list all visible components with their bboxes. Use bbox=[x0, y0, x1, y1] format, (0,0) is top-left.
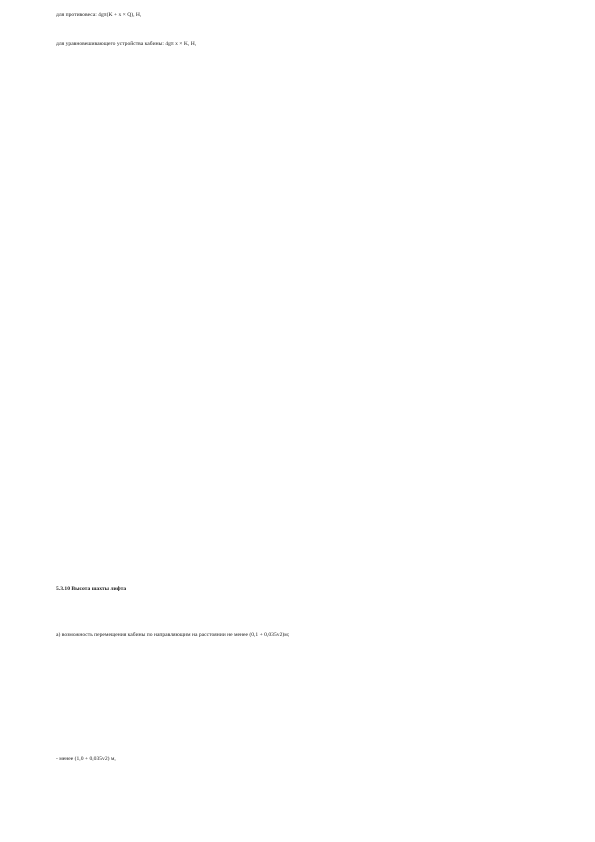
paragraph-b-guide-length bbox=[56, 652, 542, 674]
paragraph-emergency-doors bbox=[56, 250, 542, 272]
formula-balancer: для уравновешивающего устройства кабины: 4gπ x × K, Н, bbox=[56, 41, 197, 47]
paragraph-1-shaft-height bbox=[56, 713, 542, 721]
paragraph-a-gap-deflection: а) возможность перемещения кабины по направляющим на расстоянии не менее (0,1 + 0,035v2)м; bbox=[56, 632, 290, 638]
paragraph-a-counterweight bbox=[56, 117, 542, 125]
paragraph-b-protrusions bbox=[56, 382, 542, 390]
paragraph-a-surface bbox=[56, 343, 542, 365]
paragraph-b-buffer bbox=[56, 141, 542, 163]
paragraph-c-openings bbox=[56, 563, 542, 571]
paragraph-free-space-above bbox=[56, 774, 542, 810]
paragraph-personnel-safety bbox=[56, 684, 542, 700]
paragraph-partition-width bbox=[56, 482, 542, 490]
paragraph-5-3-10-1 bbox=[56, 600, 542, 622]
paragraph-5-3-5-7 bbox=[56, 178, 542, 200]
paragraph-where-x bbox=[56, 62, 542, 76]
paragraph-5-3-6 bbox=[56, 208, 542, 236]
section-heading-5-3-10: 5.3.10 Высота шахты лифта bbox=[56, 586, 127, 592]
paragraph-b-partition-height bbox=[56, 503, 542, 525]
paragraph-vertical-distance: - менее (1,0 + 0,035v2) м, bbox=[56, 756, 116, 762]
paragraph-5-3-8 bbox=[56, 322, 542, 330]
paragraph-5-3-9 bbox=[56, 433, 542, 449]
paragraph-c-connection bbox=[56, 404, 542, 426]
formula-counterweight: для противовеса: 4gπ(K + x × Q), Н, bbox=[56, 12, 142, 18]
paragraph-distance-to-ceiling bbox=[56, 733, 542, 749]
paragraph-partition-start bbox=[56, 461, 542, 469]
paragraph-5-3-7 bbox=[56, 278, 542, 306]
paragraph-5-3-5-6 bbox=[56, 87, 542, 108]
paragraph-partition-width-2 bbox=[56, 532, 542, 548]
